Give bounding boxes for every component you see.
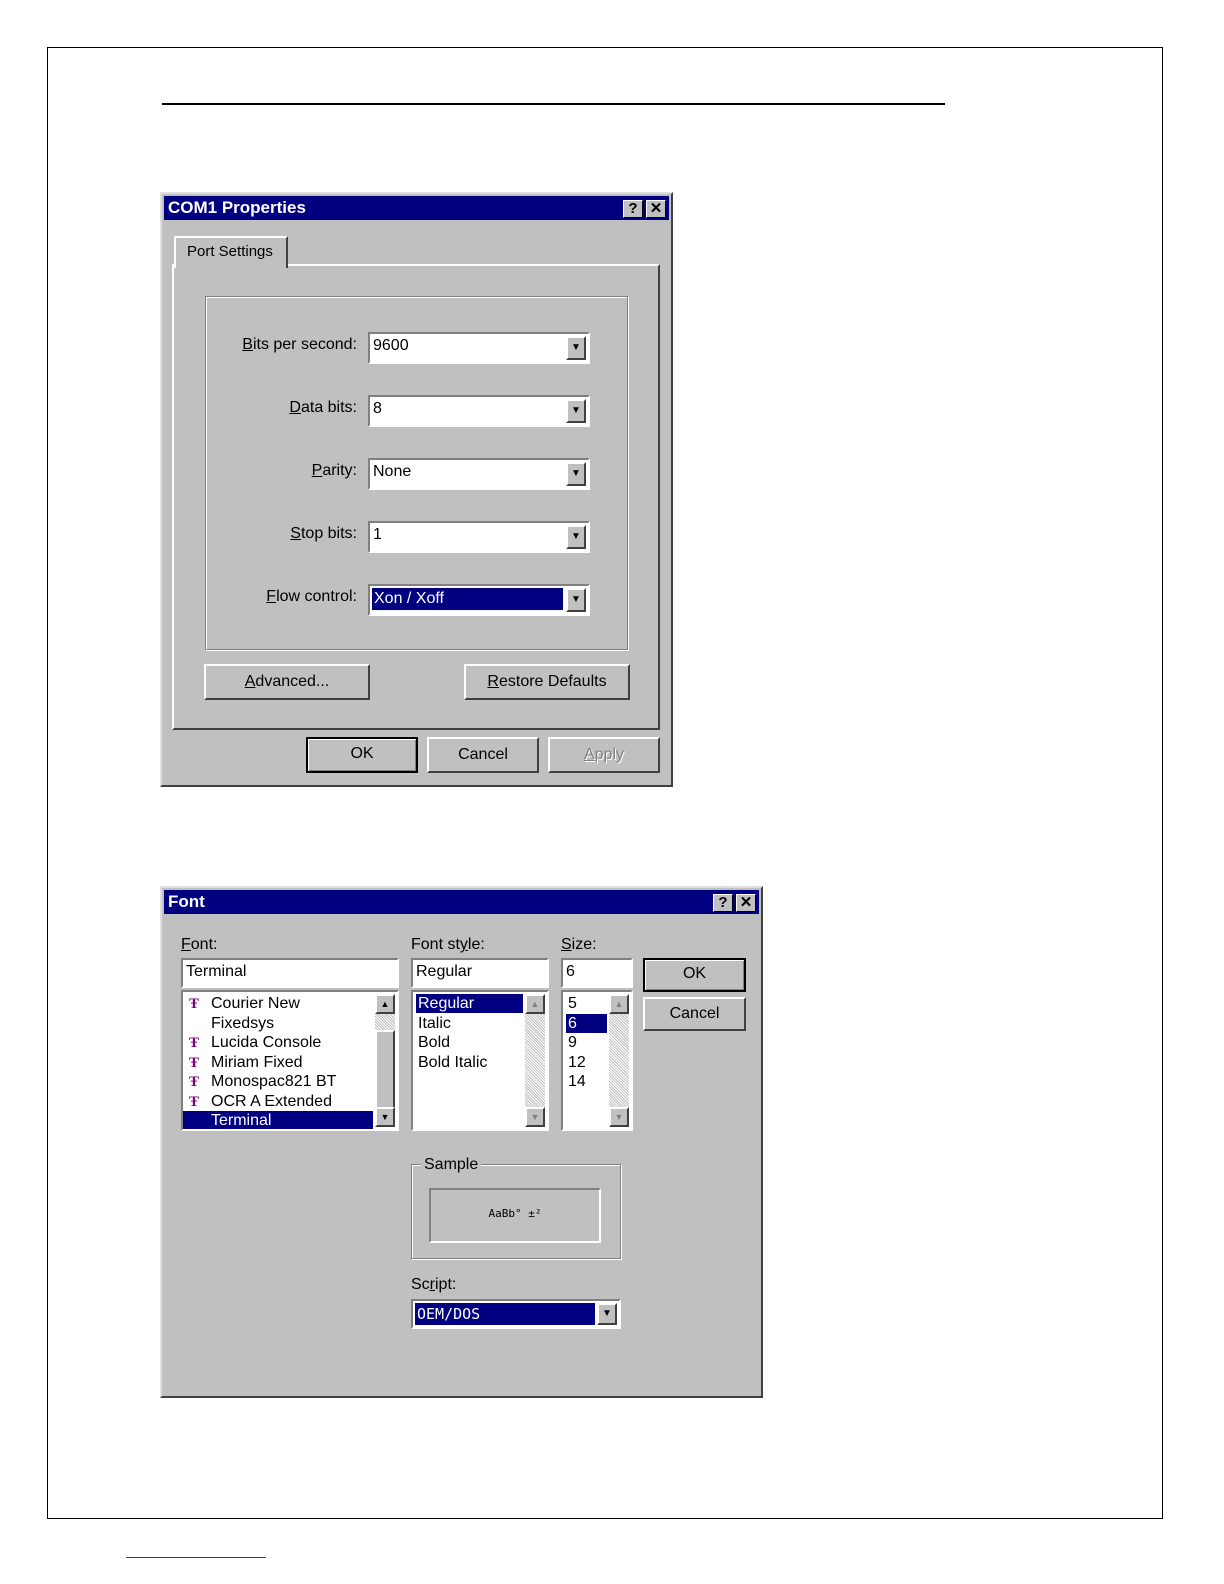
font-list-item[interactable] [183,1053,373,1072]
chevron-down-icon[interactable]: ▼ [566,399,586,423]
parity-select[interactable] [368,458,590,490]
font-cancel-button[interactable] [643,997,746,1031]
stop-bits-select[interactable] [368,521,590,553]
font-list-item[interactable] [183,1092,373,1111]
font-list-item-label: Courier New [211,995,300,1012]
script-select[interactable] [411,1299,621,1329]
chevron-down-icon[interactable]: ▼ [566,336,586,360]
font-list-item-label: Terminal [211,1112,272,1129]
size-list-item[interactable]: 6 [566,1014,607,1033]
cancel-label: Cancel [458,746,508,763]
sample-preview [429,1188,601,1243]
script-label [411,1276,456,1294]
help-icon[interactable]: ? [623,200,643,218]
font-name-label-text: ont: [190,936,218,953]
size-list-item[interactable]: 12 [568,1053,586,1071]
font-list-item-label: OCR A Extended [211,1092,332,1110]
scroll-down-arrow-icon: ▼ [525,1107,545,1127]
advanced-label: dvanced... [255,673,330,690]
script-value: OEM/DOS [415,1303,595,1325]
stop-bits-label-text: top bits: [300,525,357,542]
com1-title: COM1 Properties [168,198,306,217]
size-list-item[interactable]: 9 [568,1034,577,1051]
apply-button[interactable] [548,737,660,773]
ok-button[interactable] [306,737,418,773]
font-list-item[interactable] [183,1014,373,1033]
truetype-icon: Ŧ [189,1035,200,1051]
font-ok-button[interactable] [643,958,746,992]
chevron-down-icon[interactable]: ▼ [566,525,586,549]
stop-bits-value: 1 [373,526,382,543]
scroll-up-arrow-icon: ▲ [609,994,629,1014]
font-name-mnemonic: F [181,936,191,953]
script-label-pre: Sc [411,1276,430,1293]
style-list-item[interactable]: Bold Italic [418,1053,488,1071]
flow-control-label-text: low control: [276,588,357,605]
font-size-list[interactable] [561,990,633,1131]
bits-per-second-select[interactable] [368,332,590,364]
chevron-down-icon[interactable]: ▼ [566,462,586,486]
font-name-list[interactable] [181,990,399,1131]
font-list-scrollbar[interactable] [375,994,395,1127]
data-bits-mnemonic: D [289,399,301,416]
font-titlebar [164,890,759,914]
header-rule [162,103,945,105]
font-name-label [181,936,217,954]
style-list-item[interactable]: Bold [418,1034,451,1051]
font-list-item-label: Fixedsys [211,1014,275,1032]
tab-port-settings-label: Port Settings [187,243,273,260]
scroll-up-arrow-icon: ▲ [525,994,545,1014]
apply-label: pply [594,746,625,763]
style-list-item[interactable]: Regular [416,994,523,1013]
bits-per-second-mnemonic: B [242,336,253,353]
parity-mnemonic: P [311,462,323,479]
bits-per-second-label-text: its per second: [252,336,357,353]
font-list-item[interactable] [183,994,373,1013]
chevron-down-icon[interactable]: ▼ [597,1303,617,1325]
size-list-scrollbar [609,994,629,1127]
flow-control-mnemonic: F [266,588,277,605]
data-bits-value: 8 [373,400,382,417]
tab-port-settings[interactable] [174,236,288,268]
cancel-button[interactable] [427,737,539,773]
style-list-item[interactable]: Italic [418,1014,451,1032]
font-list-item-label: Lucida Console [211,1034,322,1051]
help-icon[interactable]: ? [713,894,733,912]
font-style-label [411,936,485,954]
font-list-item[interactable] [183,1072,373,1091]
flow-control-label [266,588,357,606]
restore-label: estore Defaults [498,673,607,690]
font-style-value: Regular [416,963,473,980]
font-cancel-label: Cancel [669,1005,720,1022]
font-ok-label: OK [682,965,707,982]
apply-mnemonic: A [583,746,595,763]
advanced-button[interactable] [204,664,370,700]
script-mnemonic: r [429,1276,435,1293]
font-style-mnemonic: y [459,936,468,953]
close-icon[interactable]: ✕ [646,200,666,218]
script-label-rest: ipt: [435,1276,457,1293]
com1-titlebar [164,196,669,220]
font-list-item-label: Miriam Fixed [211,1053,303,1071]
truetype-icon: Ŧ [189,1074,200,1090]
advanced-mnemonic: A [244,673,256,690]
font-style-input[interactable] [411,958,549,988]
font-style-list[interactable] [411,990,549,1131]
scroll-thumb[interactable] [375,1030,395,1110]
scroll-down-arrow-icon[interactable]: ▼ [375,1107,395,1127]
restore-mnemonic: R [487,673,499,690]
data-bits-label [289,399,357,417]
bits-per-second-value: 9600 [373,337,409,354]
truetype-icon: Ŧ [189,1093,200,1110]
flow-control-select[interactable] [368,584,590,616]
font-name-input[interactable] [181,958,399,988]
font-list-item-label: Monospac821 BT [211,1073,337,1090]
sample-text: AaBb° ±² [488,1207,542,1220]
close-icon[interactable]: ✕ [736,894,756,912]
font-size-input[interactable] [561,958,633,988]
chevron-down-icon[interactable]: ▼ [566,588,586,612]
font-title: Font [168,892,205,911]
parity-label-text: arity: [322,462,357,479]
font-list-item[interactable] [183,1111,373,1130]
size-list-item[interactable]: 5 [568,995,577,1012]
footnote-rule [126,1557,266,1558]
stop-bits-label [290,525,357,543]
flow-control-value: Xon / Xoff [372,588,563,610]
com1-properties-dialog [160,192,673,787]
truetype-icon: Ŧ [189,1054,200,1071]
scroll-up-arrow-icon[interactable]: ▲ [375,994,395,1014]
data-bits-select[interactable] [368,395,590,427]
font-list-item[interactable] [183,1033,373,1052]
parity-label [312,462,357,480]
parity-value: None [373,463,412,480]
restore-defaults-button[interactable] [464,664,630,700]
font-size-label [561,936,597,954]
ok-label: OK [350,745,374,762]
font-style-label-rest: le: [467,936,485,953]
size-list-item[interactable]: 14 [568,1073,586,1090]
scroll-down-arrow-icon: ▼ [609,1107,629,1127]
font-dialog [160,886,763,1398]
font-size-mnemonic: S [561,936,572,953]
style-list-scrollbar [525,994,545,1127]
sample-label: Sample [421,1156,481,1174]
truetype-icon: Ŧ [189,996,200,1012]
font-name-value: Terminal [186,963,247,980]
stop-bits-mnemonic: S [290,525,301,542]
font-style-label-pre: Font st [411,936,460,953]
data-bits-label-text: ata bits: [300,399,357,416]
bits-per-second-label [242,336,357,354]
font-size-value: 6 [566,963,575,980]
font-size-label-rest: ize: [571,936,597,953]
